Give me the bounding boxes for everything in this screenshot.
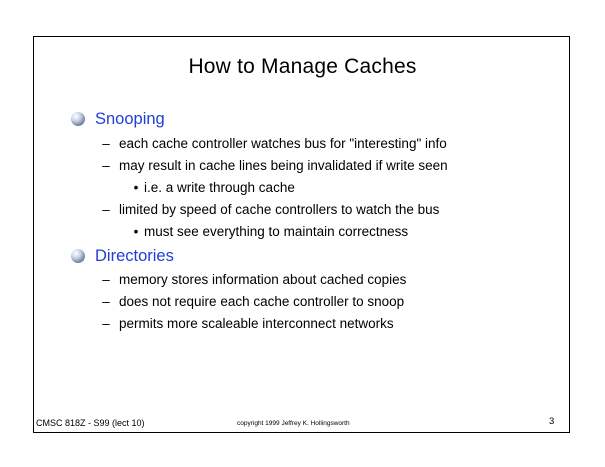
section-heading: Directories: [95, 246, 174, 265]
dash-bullet-icon: –: [102, 201, 110, 217]
list-item: [98, 292, 404, 310]
sub-list-item-text: i.e. a write through cache: [144, 179, 295, 195]
list-item-text: each cache controller watches bus for "interesting" info: [119, 135, 447, 151]
sub-list-item-text: must see everything to maintain correctness: [144, 223, 409, 239]
dash-bullet-icon: –: [102, 271, 110, 287]
footer-copyright: copyright 1999 Jeffrey K. Hollingsworth: [237, 420, 350, 427]
dash-bullet-icon: –: [102, 315, 110, 331]
dot-bullet-icon: •: [133, 179, 139, 195]
section-heading: Snooping: [95, 109, 165, 128]
section-directories: [71, 245, 174, 267]
page-number: 3: [549, 416, 555, 427]
list-item-text: limited by speed of cache controllers to watch the bus: [119, 201, 440, 217]
section-snooping: [71, 108, 165, 130]
bullet-ball-icon: [71, 249, 85, 263]
dash-bullet-icon: –: [102, 293, 110, 309]
dash-bullet-icon: –: [102, 157, 110, 173]
list-item-text: permits more scaleable interconnect networks: [119, 315, 394, 331]
list-item: [98, 156, 448, 174]
list-item-text: memory stores information about cached copies: [119, 271, 407, 287]
list-item: [98, 270, 406, 288]
sub-list-item: [132, 178, 295, 196]
sub-list-item: [132, 222, 408, 240]
list-item-text: may result in cache lines being invalidated if write seen: [119, 157, 448, 173]
slide-title: How to Manage Caches: [188, 55, 417, 78]
footer-course: CMSC 818Z - S99 (lect 10): [36, 418, 145, 428]
list-item: [98, 314, 394, 332]
bullet-ball-icon: [71, 112, 85, 126]
list-item: [98, 134, 447, 152]
dot-bullet-icon: •: [133, 223, 139, 239]
list-item: [98, 200, 439, 218]
dash-bullet-icon: –: [102, 135, 110, 151]
list-item-text: does not require each cache controller to snoop: [119, 293, 405, 309]
